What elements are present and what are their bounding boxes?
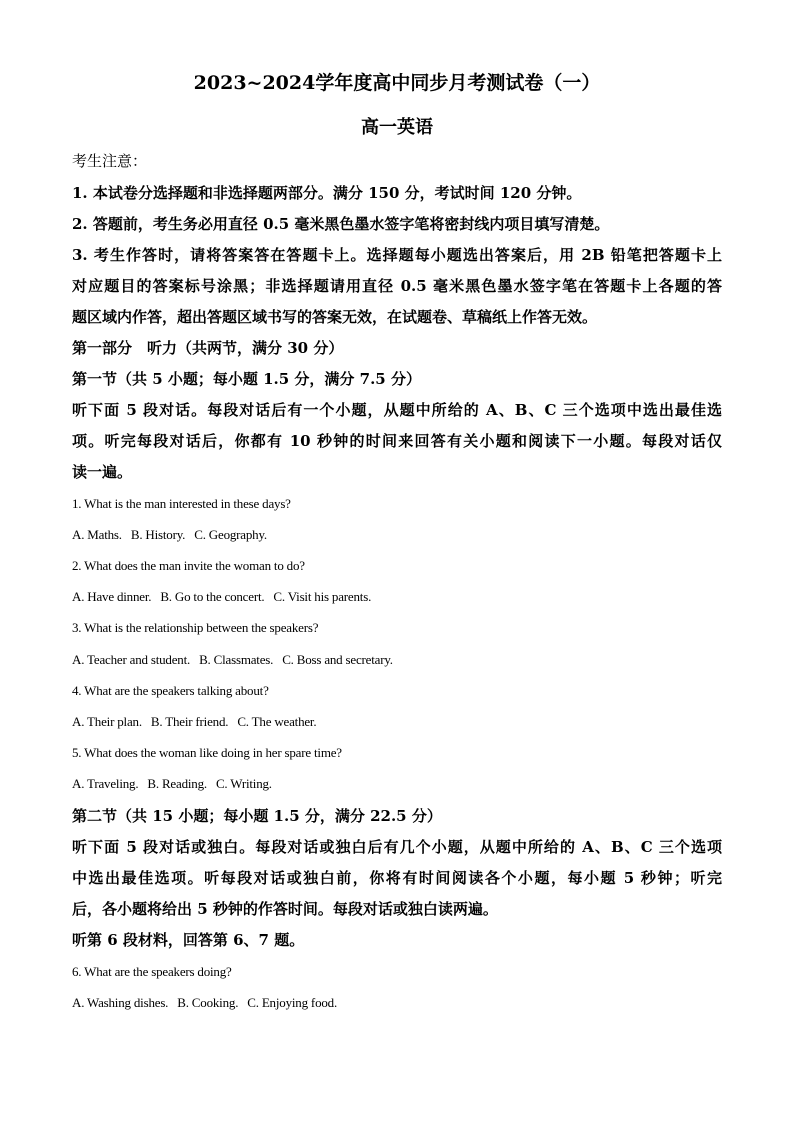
section-1-instruction-line-1: 听下面 5 段对话。每段对话后有一个小题，从题中所给的 A、B、C 三个选项中选出最佳选 [72,401,722,419]
section-1-heading: 第一节（共 5 小题；每小题 1.5 分，满分 7.5 分） [72,370,421,388]
question-6-stem: 6. What are the speakers doing? [72,964,232,979]
option-a: A. Have dinner. [72,589,152,604]
notice-item-3-line-1: 3. 考生作答时，请将答案答在答题卡上。选择题每小题选出答案后，用 2B 铅笔把答题卡上 [72,246,722,264]
notice-item-3-line-2: 对应题目的答案标号涂黑；非选择题请用直径 0.5 毫米黑色墨水签字笔在答题卡上各题的答 [72,277,722,295]
notice-label: 考生注意： [72,152,148,170]
notice-item-1: 1. 本试卷分选择题和非选择题两部分。满分 150 分，考试时间 120 分钟。 [72,184,582,202]
section-2-instruction-line-1: 听下面 5 段对话或独白。每段对话或独白后有几个小题，从题中所给的 A、B、C 三个选项 [72,838,722,856]
option-b: B. Go to the concert. [160,589,265,604]
question-3-stem: 3. What is the relationship between the speakers? [72,620,319,635]
option-a: A. Washing dishes. [72,995,169,1010]
option-c: C. Visit his parents. [273,589,372,604]
question-5-options [72,776,722,792]
section-1-instruction-line-2: 项。听完每段对话后，你都有 10 秒钟的时间来回答有关小题和阅读下一小题。每段对话仅 [72,432,722,450]
option-b: B. Their friend. [150,714,229,729]
exam-subject: 高一英语 [361,117,433,138]
question-4-options [72,714,722,730]
material-6-prompt: 听第 6 段材料，回答第 6、7 题。 [72,931,305,949]
question-5-stem: 5. What does the woman like doing in her spare time? [72,745,342,760]
question-1-stem: 1. What is the man interested in these days? [72,496,291,511]
section-2-instruction-line-3: 后，各小题将给出 5 秒钟的作答时间。每段对话或独白读两遍。 [72,900,498,918]
option-c: C. Writing. [215,776,272,791]
option-b: B. History. [130,527,186,542]
question-4-stem: 4. What are the speakers talking about? [72,683,269,698]
question-1-options [72,527,722,543]
option-a: A. Their plan. [72,714,142,729]
option-c: C. The weather. [237,714,317,729]
part-1-heading: 第一部分 听力（共两节，满分 30 分） [72,339,344,357]
option-c: C. Geography. [194,527,267,542]
option-a: A. Maths. [72,527,122,542]
exam-title: 2023~2024学年度高中同步月考测试卷（一） [193,72,601,94]
section-2-instruction-line-2: 中选出最佳选项。听每段对话或独白前，你将有时间阅读各个小题，每小题 5 秒钟；听完 [72,869,722,887]
option-a: A. Traveling. [72,776,139,791]
section-2-heading: 第二节（共 15 小题；每小题 1.5 分，满分 22.5 分） [72,807,442,825]
notice-item-2: 2. 答题前，考生务必用直径 0.5 毫米黑色墨水签字笔将密封线内项目填写清楚。 [72,215,610,233]
question-2-stem: 2. What does the man invite the woman to do? [72,558,305,573]
option-b: B. Classmates. [199,652,274,667]
question-3-options [72,652,722,668]
question-2-options [72,589,722,605]
option-c: C. Boss and secretary. [282,652,393,667]
question-6-options [72,995,722,1011]
option-a: A. Teacher and student. [72,652,191,667]
option-b: B. Reading. [147,776,207,791]
notice-item-3-line-3: 题区域内作答，超出答题区域书写的答案无效，在试题卷、草稿纸上作答无效。 [72,308,598,326]
section-1-instruction-line-3: 读一遍。 [72,463,133,481]
option-b: B. Cooking. [177,995,239,1010]
option-c: C. Enjoying food. [247,995,338,1010]
